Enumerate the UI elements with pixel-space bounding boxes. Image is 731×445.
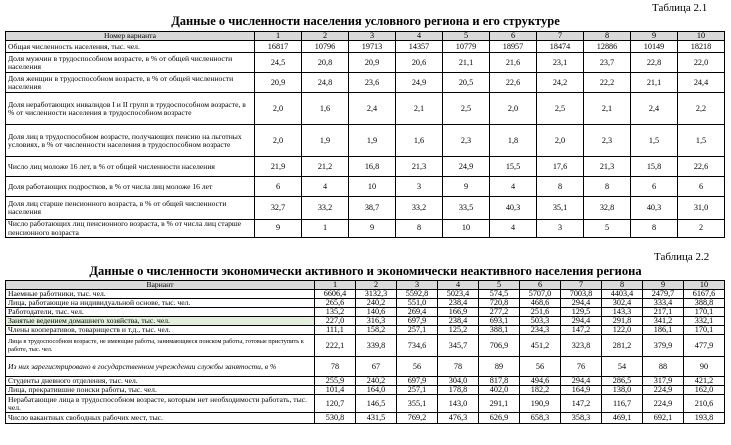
value-cell: 2,1 [584, 93, 631, 125]
value-cell: 323,8 [561, 335, 602, 357]
value-cell: 210,6 [684, 395, 725, 413]
value-cell: 143,0 [438, 395, 479, 413]
value-cell: 10779 [443, 41, 490, 53]
table-row [6, 220, 725, 238]
value-cell: 1,5 [631, 125, 678, 157]
row-label: Число вакантных свободных рабочих мест, тыс. [6, 413, 315, 424]
value-cell: 120,7 [315, 395, 356, 413]
row-label: Работодатели, тыс. чел. [6, 308, 315, 317]
value-cell: 402,0 [479, 386, 520, 395]
value-cell: 286,5 [602, 377, 643, 386]
value-cell: 476,3 [438, 413, 479, 424]
value-cell: 2 [678, 220, 725, 238]
value-cell: 2,5 [443, 93, 490, 125]
value-cell: 345,7 [438, 335, 479, 357]
value-cell: 15,8 [631, 157, 678, 177]
value-cell: 234,3 [520, 326, 561, 335]
value-cell: 693,1 [479, 317, 520, 326]
value-cell: 3 [537, 220, 584, 238]
variant-header: 3 [349, 32, 396, 41]
value-cell: 2,4 [349, 93, 396, 125]
value-cell: 22,0 [678, 53, 725, 73]
row-label: Студенты дневного отделения, тыс. чел. [6, 377, 315, 386]
row-label: Члены кооперативов, товариществ и т.д., тыс. чел. [6, 326, 315, 335]
value-cell: 1,9 [349, 125, 396, 157]
value-cell: 16817 [255, 41, 302, 53]
value-cell: 170,1 [684, 326, 725, 335]
value-cell: 9 [443, 177, 490, 197]
variant-header: 10 [678, 32, 725, 41]
value-cell: 88 [643, 357, 684, 377]
value-cell: 734,6 [397, 335, 438, 357]
value-cell: 170,1 [684, 308, 725, 317]
value-cell: 164,9 [561, 386, 602, 395]
value-cell: 140,6 [356, 308, 397, 317]
value-cell: 33,2 [396, 197, 443, 220]
value-cell: 143,3 [602, 308, 643, 317]
variant-header: 7 [561, 281, 602, 290]
value-cell: 190,9 [520, 395, 561, 413]
value-cell: 294,4 [561, 299, 602, 308]
variant-header: 2 [302, 32, 349, 41]
table-row [6, 197, 725, 220]
value-cell: 20,9 [255, 73, 302, 93]
value-cell: 5023,4 [438, 290, 479, 299]
value-cell: 477,9 [684, 335, 725, 357]
variant-header: 5 [443, 32, 490, 41]
value-cell: 294,4 [561, 317, 602, 326]
variant-header: 8 [602, 281, 643, 290]
value-cell: 18474 [537, 41, 584, 53]
table2-caption: Таблица 2.2 [654, 251, 710, 263]
table-row [6, 299, 725, 308]
value-cell: 626,9 [479, 413, 520, 424]
value-cell: 341,2 [643, 317, 684, 326]
value-cell: 2,0 [255, 125, 302, 157]
value-cell: 147,2 [561, 326, 602, 335]
value-cell: 164,0 [356, 386, 397, 395]
value-cell: 658,3 [520, 413, 561, 424]
value-cell: 178,8 [438, 386, 479, 395]
value-cell: 21,9 [255, 157, 302, 177]
value-cell: 339,8 [356, 335, 397, 357]
value-cell: 24,8 [302, 73, 349, 93]
value-cell: 10 [443, 220, 490, 238]
row-label: Наемные работники, тыс. чел. [6, 290, 315, 299]
value-cell: 551,0 [397, 299, 438, 308]
value-cell: 2,4 [631, 93, 678, 125]
value-cell: 8 [396, 220, 443, 238]
value-cell: 224,9 [643, 386, 684, 395]
value-cell: 1,5 [678, 125, 725, 157]
row-label: Доля работающих подростков, в % от числа лиц моложе 16 лет [6, 177, 255, 197]
variant-header: 4 [396, 32, 443, 41]
row-label: Доля неработающих инвалидов I и II групп в трудоспособном возрасте, в % от численности населения в трудоспособном возрасте [6, 93, 255, 125]
value-cell: 494,6 [520, 377, 561, 386]
value-cell: 22,2 [584, 73, 631, 93]
variant-header: 4 [438, 281, 479, 290]
value-cell: 24,2 [537, 73, 584, 93]
value-cell: 706,9 [479, 335, 520, 357]
table-row [6, 93, 725, 125]
value-cell: 2,3 [443, 125, 490, 157]
value-cell: 692,1 [643, 413, 684, 424]
value-cell: 5707,0 [520, 290, 561, 299]
value-cell: 146,5 [356, 395, 397, 413]
value-cell: 17,6 [537, 157, 584, 177]
table-row [6, 335, 725, 357]
value-cell: 20,6 [396, 53, 443, 73]
value-cell: 720,8 [479, 299, 520, 308]
variant-header: 3 [397, 281, 438, 290]
value-cell: 22,8 [631, 53, 678, 73]
table-row [6, 357, 725, 377]
value-cell: 21,1 [631, 73, 678, 93]
value-cell: 38,7 [349, 197, 396, 220]
table-row [6, 53, 725, 73]
value-cell: 3 [396, 177, 443, 197]
value-cell: 302,4 [602, 299, 643, 308]
table2-title: Данные о численности экономически активного и экономически неактивного населения региона [89, 264, 642, 278]
value-cell: 40,3 [490, 197, 537, 220]
value-cell: 1 [302, 220, 349, 238]
value-cell: 316,3 [356, 317, 397, 326]
value-cell: 431,5 [356, 413, 397, 424]
table-row [6, 308, 725, 317]
value-cell: 20,5 [443, 73, 490, 93]
variant-header: 9 [643, 281, 684, 290]
value-cell: 257,1 [397, 326, 438, 335]
variant-header: 6 [520, 281, 561, 290]
value-cell: 40,3 [631, 197, 678, 220]
value-cell: 6606,4 [315, 290, 356, 299]
value-cell: 20,8 [302, 53, 349, 73]
value-cell: 18957 [490, 41, 537, 53]
row-label: Доля лиц в трудоспособном возрасте, получающих пенсию на льготных условиях, в % от численности населения в трудоспособном возрасте [6, 125, 255, 157]
value-cell: 6 [255, 177, 302, 197]
value-cell: 24,9 [396, 73, 443, 93]
value-cell: 9 [255, 220, 302, 238]
value-cell: 31,0 [678, 197, 725, 220]
value-cell: 224,9 [643, 395, 684, 413]
value-cell: 503,3 [520, 317, 561, 326]
value-cell: 468,6 [520, 299, 561, 308]
row-label: Доля женщин в трудоспособном возрасте, в % от общей численности населения [6, 73, 255, 93]
value-cell: 1,8 [490, 125, 537, 157]
variant-header: 5 [479, 281, 520, 290]
variant-header: 1 [315, 281, 356, 290]
value-cell: 697,9 [397, 317, 438, 326]
value-cell: 90 [684, 357, 725, 377]
value-cell: 122,0 [602, 326, 643, 335]
value-cell: 8 [537, 177, 584, 197]
value-cell: 358,3 [561, 413, 602, 424]
value-cell: 5592,8 [397, 290, 438, 299]
value-cell: 227,0 [315, 317, 356, 326]
value-cell: 451,2 [520, 335, 561, 357]
value-cell: 291,8 [602, 317, 643, 326]
variant-header: 6 [490, 32, 537, 41]
value-cell: 355,1 [397, 395, 438, 413]
variant-header: 7 [537, 32, 584, 41]
table-row [6, 177, 725, 197]
value-cell: 8 [584, 177, 631, 197]
value-cell: 19713 [349, 41, 396, 53]
table-row [6, 290, 725, 299]
table-row [6, 41, 725, 53]
value-cell: 10149 [631, 41, 678, 53]
table-row [6, 157, 725, 177]
table1-title: Данные о численности населения условного региона и его структуре [171, 14, 560, 28]
value-cell: 1,6 [396, 125, 443, 157]
header-row [6, 32, 725, 41]
row-label: Лица, работающие на индивидуальной основе, тыс. чел. [6, 299, 315, 308]
value-cell: 78 [315, 357, 356, 377]
row-label: Занятые ведением домашнего хозяйства, тыс. чел. [6, 317, 315, 326]
value-cell: 4 [302, 177, 349, 197]
value-cell: 332,1 [684, 317, 725, 326]
value-cell: 20,9 [349, 53, 396, 73]
value-cell: 35,1 [537, 197, 584, 220]
value-cell: 4 [490, 220, 537, 238]
value-cell: 32,8 [584, 197, 631, 220]
value-cell: 304,0 [438, 377, 479, 386]
value-cell: 238,4 [438, 299, 479, 308]
value-cell: 21,3 [396, 157, 443, 177]
value-cell: 14357 [396, 41, 443, 53]
table-row [6, 125, 725, 157]
value-cell: 22,6 [490, 73, 537, 93]
variant-header: 2 [356, 281, 397, 290]
value-cell: 15,5 [490, 157, 537, 177]
value-cell: 255,9 [315, 377, 356, 386]
value-cell: 3132,3 [356, 290, 397, 299]
value-cell: 24,4 [678, 73, 725, 93]
table-row [6, 395, 725, 413]
value-cell: 1,9 [302, 125, 349, 157]
table1-caption: Таблица 2.1 [652, 2, 708, 14]
value-cell: 2,0 [490, 93, 537, 125]
value-cell: 2,0 [537, 125, 584, 157]
row-label: Общая численность населения, тыс. чел. [6, 41, 255, 53]
row-label: Лица, прекратившие поиски работы, тыс. чел. [6, 386, 315, 395]
value-cell: 54 [602, 357, 643, 377]
table-row [6, 386, 725, 395]
population-table [5, 31, 725, 238]
value-cell: 2,0 [255, 93, 302, 125]
value-cell: 23,7 [584, 53, 631, 73]
value-cell: 222,1 [315, 335, 356, 357]
value-cell: 530,8 [315, 413, 356, 424]
value-cell: 22,6 [678, 157, 725, 177]
value-cell: 7003,8 [561, 290, 602, 299]
value-cell: 116,7 [602, 395, 643, 413]
value-cell: 238,4 [438, 317, 479, 326]
value-cell: 21,3 [584, 157, 631, 177]
value-cell: 10 [349, 177, 396, 197]
value-cell: 240,2 [356, 299, 397, 308]
value-cell: 265,6 [315, 299, 356, 308]
value-cell: 4 [490, 177, 537, 197]
value-cell: 23,1 [537, 53, 584, 73]
row-label: Нерабатающие лица в трудоспособном возрасте, которым нет необходимости работать, тыс. чел. [6, 395, 315, 413]
value-cell: 24,9 [443, 157, 490, 177]
value-cell: 251,6 [520, 308, 561, 317]
value-cell: 12886 [584, 41, 631, 53]
value-cell: 421,2 [684, 377, 725, 386]
header-label: Номер варианта [6, 32, 255, 41]
value-cell: 21,6 [490, 53, 537, 73]
value-cell: 56 [520, 357, 561, 377]
variant-header: 10 [684, 281, 725, 290]
value-cell: 388,8 [684, 299, 725, 308]
variant-header: 1 [255, 32, 302, 41]
value-cell: 2,2 [678, 93, 725, 125]
value-cell: 101,4 [315, 386, 356, 395]
value-cell: 574,5 [479, 290, 520, 299]
table-row [6, 73, 725, 93]
value-cell: 2,1 [396, 93, 443, 125]
value-cell: 162,0 [684, 386, 725, 395]
row-label: Лица в трудоспособном возрасте, не имеющие работы, занимающиеся поиском работы, готовые приступить к работе, тыс. чел. [6, 335, 315, 357]
value-cell: 2479,7 [643, 290, 684, 299]
value-cell: 6 [678, 177, 725, 197]
header-row [6, 281, 725, 290]
value-cell: 1,6 [302, 93, 349, 125]
value-cell: 281,2 [602, 335, 643, 357]
table-row [6, 326, 725, 335]
value-cell: 182,2 [520, 386, 561, 395]
value-cell: 6 [631, 177, 678, 197]
value-cell: 5 [584, 220, 631, 238]
value-cell: 333,4 [643, 299, 684, 308]
table-row [6, 413, 725, 424]
value-cell: 193,8 [684, 413, 725, 424]
variant-header: 9 [631, 32, 678, 41]
value-cell: 291,1 [479, 395, 520, 413]
value-cell: 294,4 [561, 377, 602, 386]
value-cell: 67 [356, 357, 397, 377]
table-row [6, 377, 725, 386]
value-cell: 257,1 [397, 386, 438, 395]
value-cell: 32,7 [255, 197, 302, 220]
value-cell: 4403,4 [602, 290, 643, 299]
variant-header: 8 [584, 32, 631, 41]
value-cell: 10796 [302, 41, 349, 53]
value-cell: 16,8 [349, 157, 396, 177]
value-cell: 125,2 [438, 326, 479, 335]
value-cell: 78 [438, 357, 479, 377]
value-cell: 166,9 [438, 308, 479, 317]
table-row [6, 317, 725, 326]
value-cell: 697,9 [397, 377, 438, 386]
value-cell: 111,1 [315, 326, 356, 335]
value-cell: 89 [479, 357, 520, 377]
value-cell: 21,2 [302, 157, 349, 177]
value-cell: 9 [349, 220, 396, 238]
value-cell: 18218 [678, 41, 725, 53]
value-cell: 23,6 [349, 73, 396, 93]
value-cell: 186,1 [643, 326, 684, 335]
value-cell: 33,5 [443, 197, 490, 220]
header-label: Вариант [6, 281, 315, 290]
value-cell: 388,1 [479, 326, 520, 335]
value-cell: 2,3 [584, 125, 631, 157]
value-cell: 135,2 [315, 308, 356, 317]
value-cell: 56 [397, 357, 438, 377]
value-cell: 217,1 [643, 308, 684, 317]
value-cell: 21,1 [443, 53, 490, 73]
value-cell: 469,1 [602, 413, 643, 424]
value-cell: 24,5 [255, 53, 302, 73]
value-cell: 129,5 [561, 308, 602, 317]
row-label: Число лиц моложе 16 лет, в % от общей численности населения [6, 157, 255, 177]
value-cell: 8 [631, 220, 678, 238]
value-cell: 817,8 [479, 377, 520, 386]
value-cell: 76 [561, 357, 602, 377]
economic-activity-table [5, 280, 725, 424]
value-cell: 138,0 [602, 386, 643, 395]
row-label: Из них зарегистрировано в государственном учреждении службы занятости, в % [6, 357, 315, 377]
value-cell: 158,2 [356, 326, 397, 335]
value-cell: 379,9 [643, 335, 684, 357]
value-cell: 2,5 [537, 93, 584, 125]
value-cell: 317,9 [643, 377, 684, 386]
value-cell: 6167,6 [684, 290, 725, 299]
value-cell: 147,2 [561, 395, 602, 413]
row-label: Доля лиц старше пенсионного возраста, в % от общей численности населения [6, 197, 255, 220]
value-cell: 269,4 [397, 308, 438, 317]
row-label: Число работающих лиц пенсионного возраста, в % от числа лиц старше пенсионного возраста [6, 220, 255, 238]
value-cell: 33,2 [302, 197, 349, 220]
row-label: Доля мужчин в трудоспособном возрасте, в % от общей численности населения [6, 53, 255, 73]
value-cell: 769,2 [397, 413, 438, 424]
value-cell: 277,2 [479, 308, 520, 317]
value-cell: 240,2 [356, 377, 397, 386]
